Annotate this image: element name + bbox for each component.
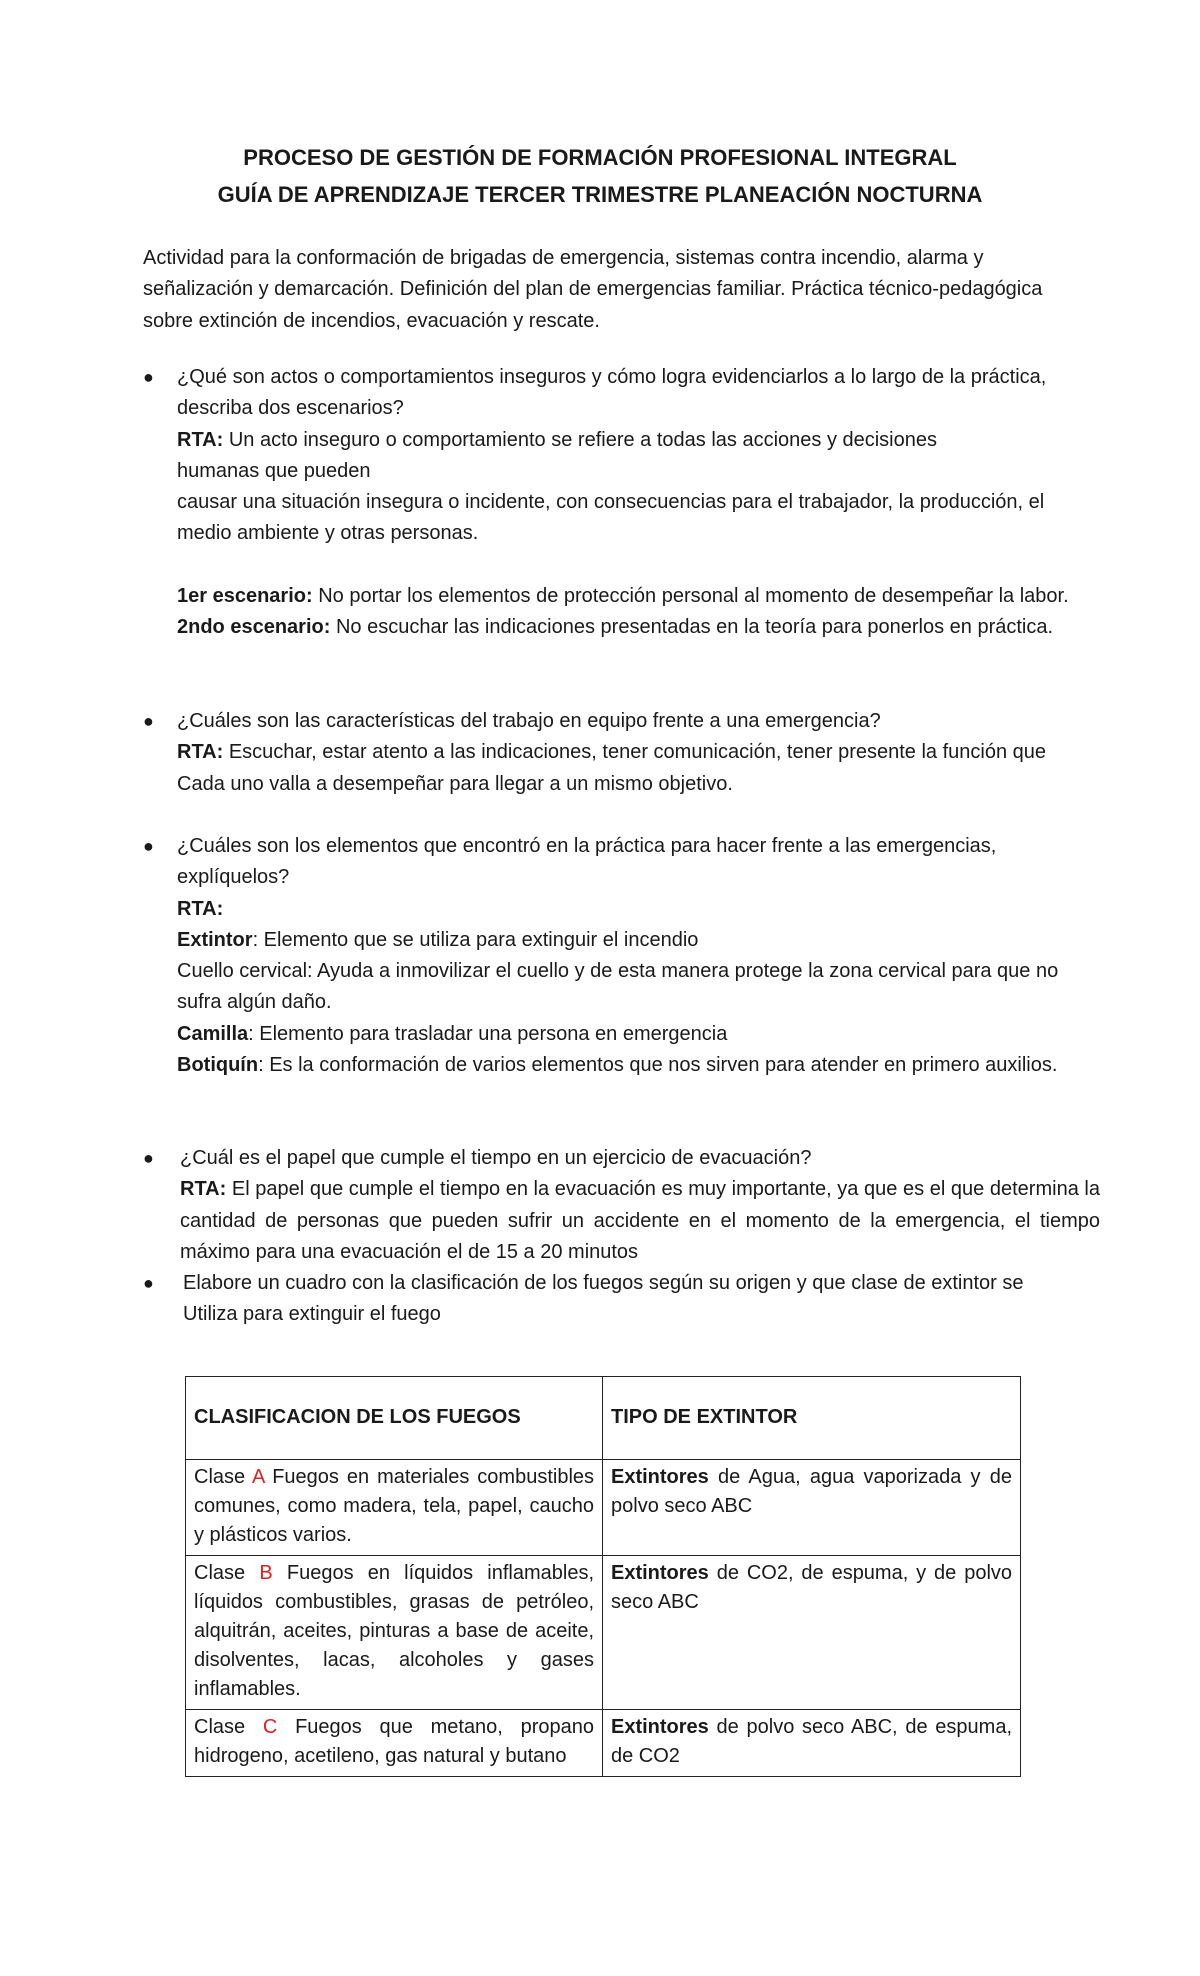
question-text: Elabore un cuadro con la clasificación de los fuegos según su origen y que clase de extintor se <box>183 1272 1024 1294</box>
answer-text: RTA: Un acto inseguro o comportamiento se refiere a todas las acciones y decisiones <box>177 428 937 451</box>
question-text: ¿Cuáles son las características del trabajo en equipo frente a una emergencia? <box>177 710 881 732</box>
question-text: ¿Qué son actos o comportamientos inseguros y cómo logra evidenciarlos a lo largo de la práctica, describa dos escenarios? <box>177 366 1047 420</box>
element-item: Botiquín: Es la conformación de varios elementos que nos sirven para atender en primero auxilios. <box>177 1054 1058 1077</box>
scenario-2: 2ndo escenario: No escuchar las indicaciones presentadas en la teoría para ponerlos en práctica. <box>177 616 1054 639</box>
answer-text: humanas que pueden <box>177 459 371 482</box>
bullet-icon: ● <box>143 1273 154 1293</box>
question-3 <box>177 831 1097 1081</box>
table-row <box>186 1460 1021 1556</box>
table-row <box>186 1710 1021 1777</box>
question-text: ¿Cuál es el papel que cumple el tiempo en un ejercicio de evacuación? <box>180 1147 812 1169</box>
table-row <box>186 1556 1021 1710</box>
bullet-icon: ● <box>143 1148 154 1168</box>
table-cell-class: Clase B Fuegos en líquidos inflamables, líquidos combustibles, grasas de petróleo, alquitrán, aceites, pinturas a base de aceite, disolventes, lacas, alcoholes y gases inflamables. <box>186 1556 603 1710</box>
bullet-icon: ● <box>143 711 154 731</box>
table-cell-class: Clase C Fuegos que metano, propano hidrogeno, acetileno, gas natural y butano <box>186 1710 603 1777</box>
answer-text: causar una situación insegura o incidente, con consecuencias para el trabajador, la producción, el medio ambiente y otras personas. <box>177 491 1045 545</box>
table-cell-extinguisher: Extintores de Agua, agua vaporizada y de polvo seco ABC <box>603 1460 1021 1556</box>
question-text: ¿Cuáles son los elementos que encontró en la práctica para hacer frente a las emergencias, explíquelos? <box>177 835 997 889</box>
class-letter: C <box>262 1716 278 1738</box>
intro-paragraph: Actividad para la conformación de brigadas de emergencia, sistemas contra incendio, alarma y señalización y demarcación. Definición del plan de emergencias familiar. Práctica técnico-pedagógica sobre extinción de incendios, evacuación y rescate. <box>143 247 1043 332</box>
class-letter: A <box>252 1466 265 1488</box>
scenario-1: 1er escenario: No portar los elementos de protección personal al momento de desempeñar la labor. <box>177 584 1069 607</box>
table-cell-extinguisher: Extintores de polvo seco ABC, de espuma, de CO2 <box>603 1710 1021 1777</box>
bullet-icon: ● <box>143 836 154 856</box>
table-header: TIPO DE EXTINTOR <box>603 1377 1021 1460</box>
question-4 <box>180 1143 1100 1268</box>
element-item: Camilla: Elemento para trasladar una persona en emergencia <box>177 1022 728 1045</box>
fire-classification-table <box>185 1376 1021 1777</box>
table-cell-extinguisher: Extintores de CO2, de espuma, y de polvo seco ABC <box>603 1556 1021 1710</box>
document-title-line-2: GUÍA DE APRENDIZAJE TERCER TRIMESTRE PLANEACIÓN NOCTURNA <box>217 182 983 207</box>
question-2 <box>177 706 1097 800</box>
element-item: Extintor: Elemento que se utiliza para extinguir el incendio <box>177 928 699 951</box>
answer-label: RTA: <box>177 897 224 920</box>
answer-text: RTA: El papel que cumple el tiempo en la evacuación es muy importante, ya que es el que determina la cantidad de personas que pueden sufrir un accidente en el momento de la emergencia, el tiempo máximo para una evacuación el de 15 a 20 minutos <box>180 1178 1100 1263</box>
question-5 <box>183 1268 1103 1331</box>
bullet-icon: ● <box>143 367 154 387</box>
class-letter: B <box>259 1562 273 1584</box>
rta-label: RTA: <box>177 428 224 451</box>
question-text: Utiliza para extinguir el fuego <box>183 1303 441 1326</box>
table-cell-class: Clase A Fuegos en materiales combustibles comunes, como madera, tela, papel, caucho y plásticos varios. <box>186 1460 603 1556</box>
question-1 <box>177 362 1097 643</box>
document-title-line-1: PROCESO DE GESTIÓN DE FORMACIÓN PROFESIONAL INTEGRAL <box>243 145 957 170</box>
answer-text: RTA: Escuchar, estar atento a las indicaciones, tener comunicación, tener presente la función que Cada uno valla a desempeñar para llegar a un mismo objetivo. <box>177 741 1047 795</box>
element-item: Cuello cervical: Ayuda a inmovilizar el cuello y de esta manera protege la zona cervical para que no sufra algún daño. <box>177 960 1059 1014</box>
table-header-row <box>186 1377 1021 1460</box>
table-header: CLASIFICACION DE LOS FUEGOS <box>186 1377 603 1460</box>
